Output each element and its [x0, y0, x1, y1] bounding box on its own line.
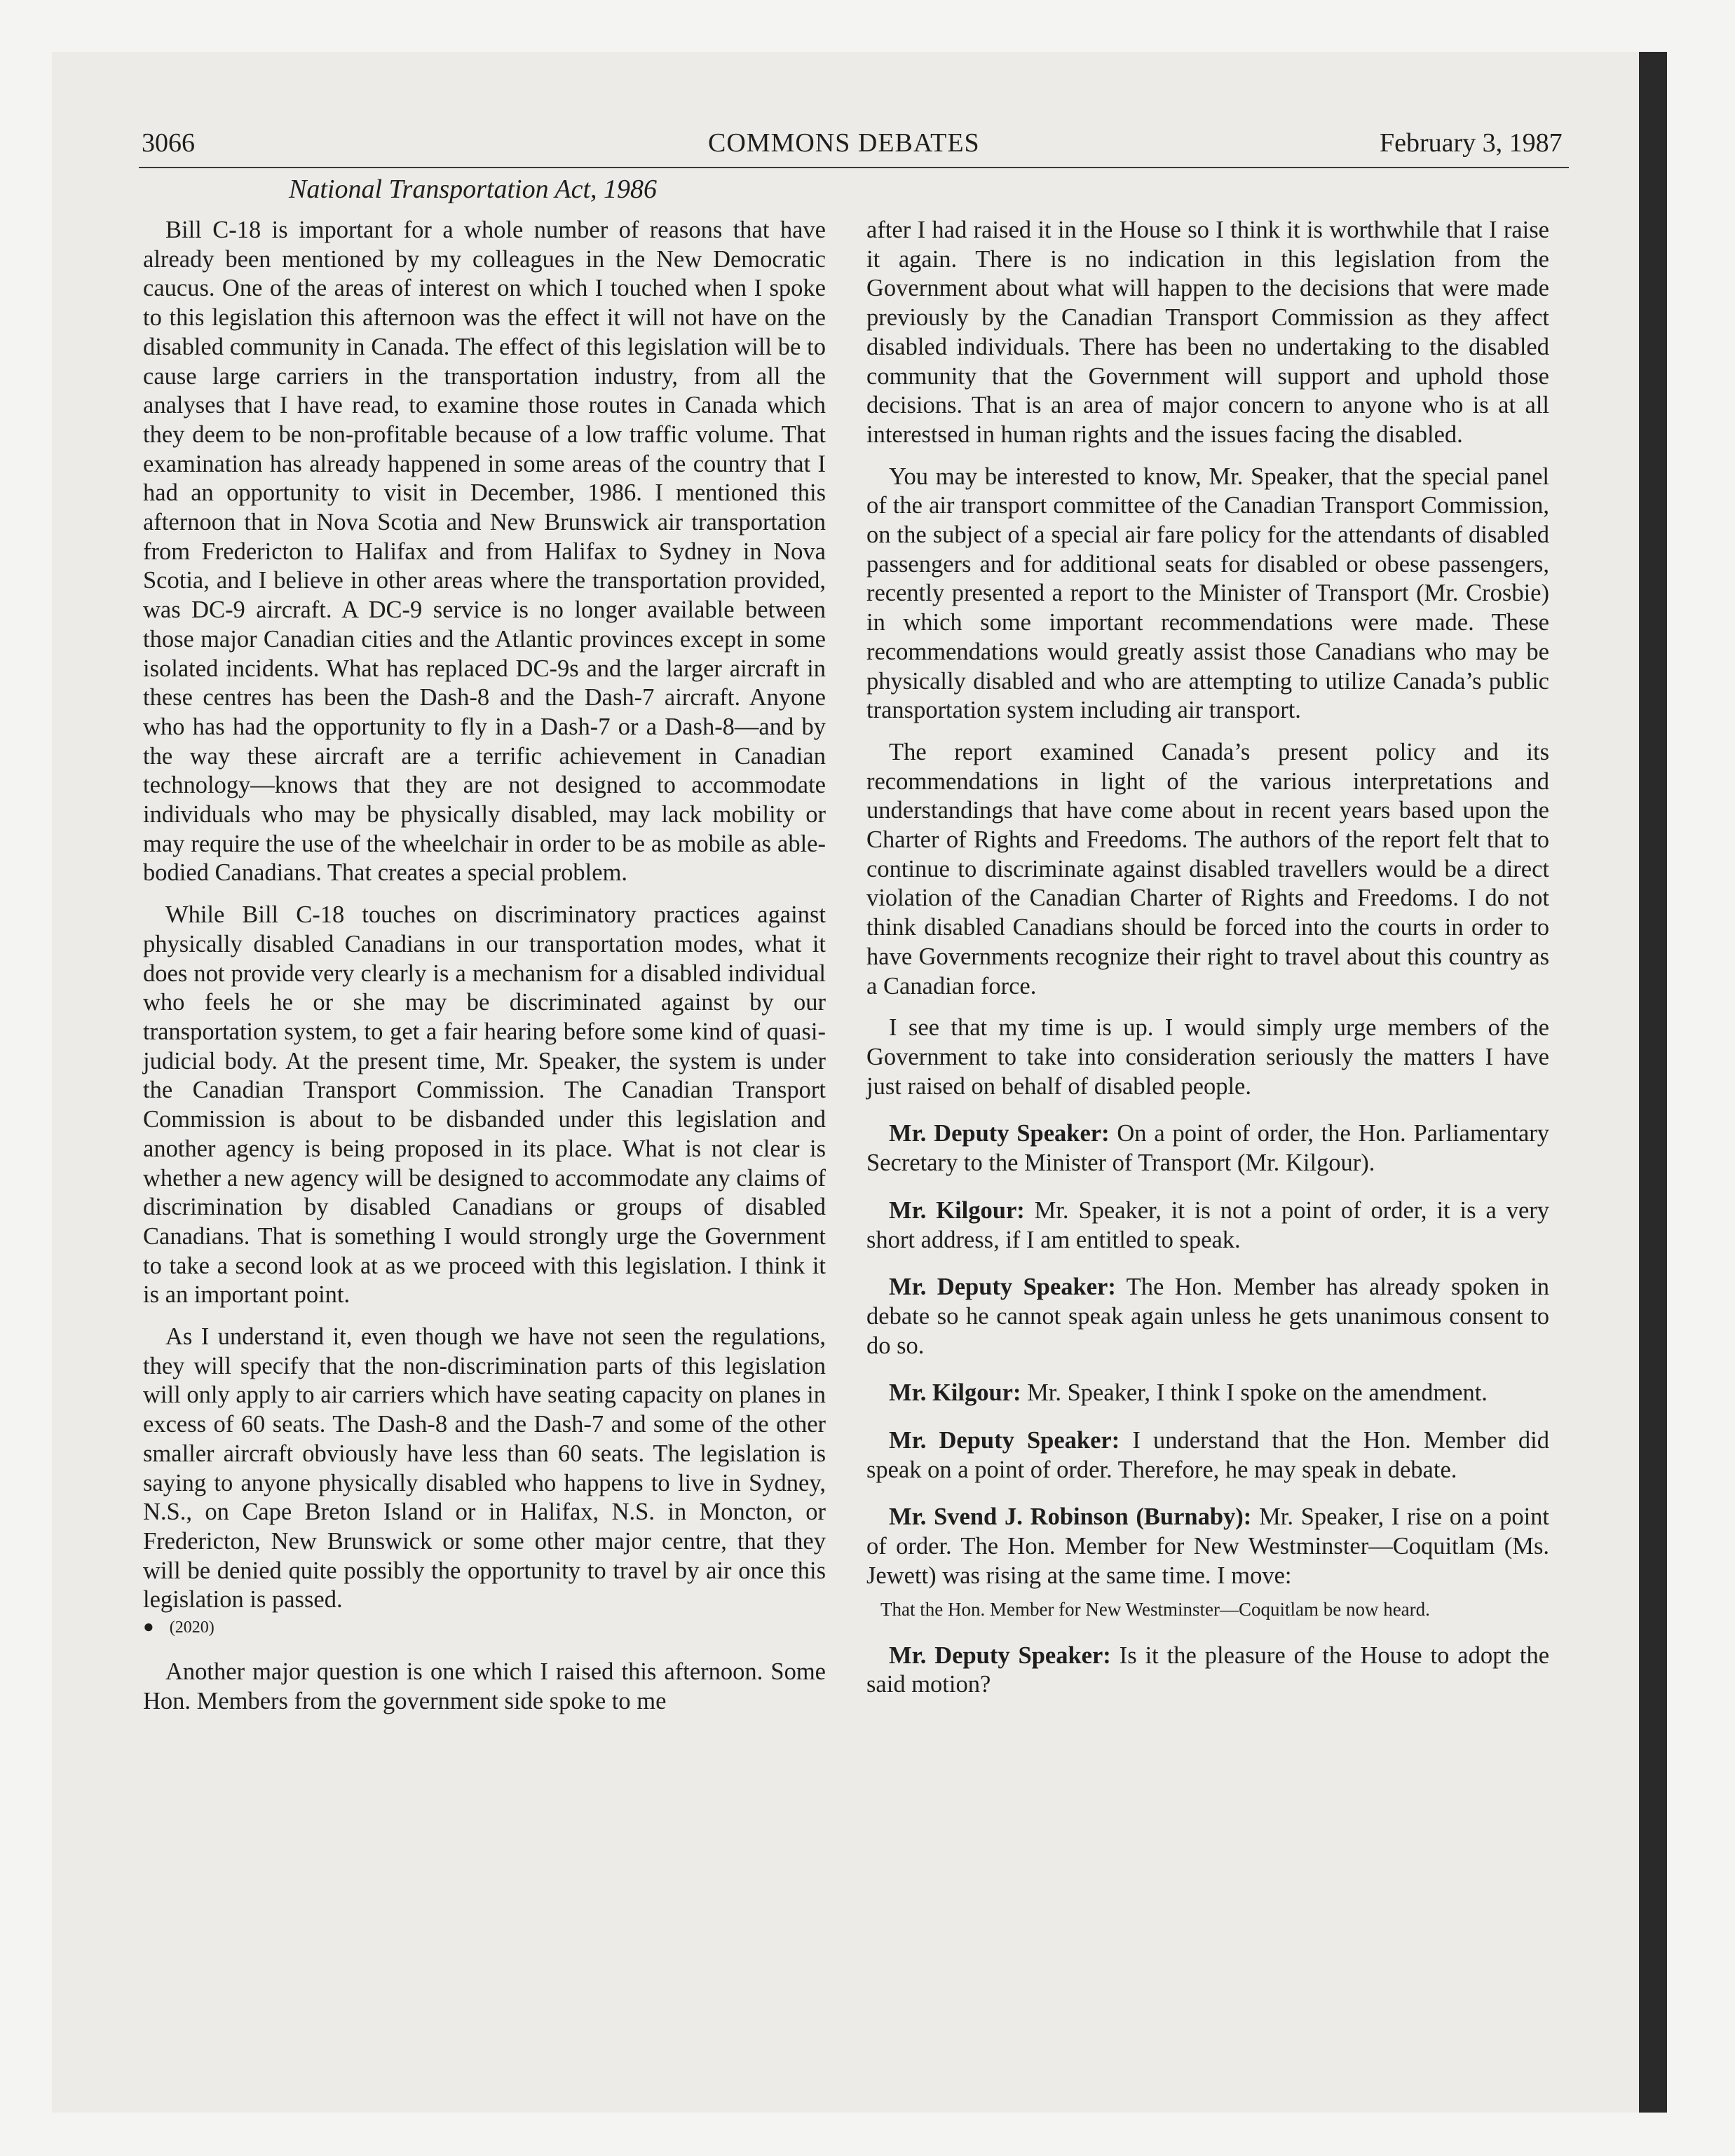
paragraph: While Bill C-18 touches on discriminatory practices against physically disabled Canadians in our transportation modes, what it does not provide very clearly is a mechanism for a disabled individual who feels he or she may be discriminated against by our transportation system, to get a fair hearing before some kind of quasi-judicial body. At the present time, Mr. Speaker, the system is under the Canadian Transport Commission. The Canadian Transport Commission is about to be disbanded under this legislation and another agency is being proposed in its place. What is not clear is whether a new agency will be designed to accommodate any claims of discrimination by disabled Canadians or groups of disabled Canadians. That is something I would strongly urge the Government to take a second look at as we proceed with this legislation. I think it is an important point. — [143, 901, 826, 1309]
speech-item — [866, 1119, 1549, 1178]
left-column — [143, 216, 826, 1716]
speaker-name: Mr. Svend J. Robinson (Burnaby): — [889, 1503, 1252, 1531]
section-title: National Transportation Act, 1986 — [289, 175, 658, 204]
speech-item — [866, 1642, 1549, 1700]
speech-item — [866, 1503, 1549, 1590]
time-marker-text: (2020) — [169, 1618, 215, 1637]
speech-text: Mr. Speaker, it is not a point of order, it is a very short address, if I am entitled to speak. — [866, 1196, 1549, 1253]
paragraph: Bill C-18 is important for a whole number of reasons that have already been mentioned by my colleagues in the New Democratic caucus. One of the areas of interest on which I touched when I spoke to this legislation this afternoon was the effect it will not have on the disabled community in Canada. The effect of this legislation will be to cause large carriers in the transportation industry, from all the analyses that I have read, to examine those routes in Canada which they deem to be non-profitable because of a low traffic volume. That examination has already happened in some areas of the country that I had an opportunity to visit in December, 1986. I mentioned this afternoon that in Nova Scotia and New Brunswick air transportation from Fredericton to Halifax and from Halifax to Sydney in Nova Scotia, and I believe in other areas where the transportation provided, was DC-9 aircraft. A DC-9 service is no longer available between those major Canadian cities and the Atlantic provinces except in some isolated incidents. What has replaced DC-9s and the larger aircraft in these centres has been the Dash-8 and the Dash-7 aircraft. Anyone who has had the opportunity to fly in a Dash-7 or a Dash-8—and by the way these aircraft are a terrific achievement in Canadian technology—knows that they are not designed to accommodate individuals who may be physically disabled, may lack mobility or may require the use of the wheelchair in order to be as mobile as able-bodied Canadians. That creates a special problem. — [143, 217, 826, 887]
header-rule — [139, 167, 1569, 168]
right-column — [866, 216, 1549, 1700]
speaker-name: Mr. Kilgour: — [889, 1196, 1025, 1224]
speech-text: Is it the pleasure of the House to adopt the said motion? — [866, 1642, 1550, 1698]
page-number: 3066 — [142, 128, 195, 158]
paragraph: I see that my time is up. I would simply urge members of the Government to take into consideration seriously the matters I have just raised on behalf of disabled people. — [866, 1014, 1549, 1100]
speech-text: On a point of order, the Hon. Parliamentary Secretary to the Minister of Transport (Mr. Kilgour). — [866, 1120, 1549, 1177]
page-edge-shadow — [1639, 52, 1667, 2113]
speaker-name: Mr. Deputy Speaker: — [889, 1274, 1116, 1301]
speech-item — [866, 1196, 1549, 1255]
paragraph: You may be interested to know, Mr. Speaker, that the special panel of the air transport committee of the Canadian Transport Commission, on the subject of a special air fare policy for the attendants of disabled passengers and for additional seats for disabled or obese passengers, recently presented a report to the Minister of Transport (Mr. Crosbie) in which some important recommendations were made. These recommendations would greatly assist those Canadians who may be physically disabled and who are attempting to utilize Canada’s public transportation system including air transport. — [866, 463, 1549, 724]
paragraph: after I had raised it in the House so I think it is worthwhile that I raise it again. There is no indication in this legislation from the Government about what will happen to the decisions that were made previously by the Canadian Transport Commission as they affect disabled individuals. There has been no undertaking to the disabled community that the Government will support and uphold those decisions. That is an area of major concern to anyone who is at all interestsed in human rights and the issues facing the disabled. — [866, 217, 1549, 448]
paragraph: The report examined Canada’s present policy and its recommendations in light of the various interpretations and understandings that have come about in recent years based upon the Charter of Rights and Freedoms. The authors of the report felt that to continue to discriminate against disabled travellers would be a direct violation of the Canadian Charter of Rights and Freedoms. I do not think disabled Canadians should be forced into the courts in order to have Governments recognize their right to travel about this country as a Canadian force. — [866, 738, 1549, 999]
speaker-name: Mr. Deputy Speaker: — [889, 1120, 1110, 1147]
speech-text: Mr. Speaker, I think I spoke on the amendment. — [1027, 1379, 1488, 1407]
motion-text: That the Hon. Member for New Westminster—Coquitlam be now heard. — [880, 1598, 1430, 1620]
speech-text: Mr. Speaker, I rise on a point of order. The Hon. Member for New Westminster—Coquitlam (Ms. Jewett) was rising at the same time. I move: — [866, 1503, 1549, 1589]
bullet-icon: ● — [143, 1616, 154, 1637]
publication-date: February 3, 1987 — [1380, 128, 1563, 158]
speech-text: I understand that the Hon. Member did speak on a point of order. Therefore, he may speak in debate. — [866, 1427, 1550, 1483]
speech-item — [866, 1273, 1549, 1360]
time-marker — [143, 1615, 826, 1639]
speech-text: The Hon. Member has already spoken in debate so he cannot speak again unless he gets unanimous consent to do so. — [866, 1274, 1549, 1359]
speaker-name: Mr. Kilgour: — [889, 1379, 1021, 1407]
speech-item — [866, 1379, 1549, 1408]
speech-item — [866, 1426, 1549, 1485]
speaker-name: Mr. Deputy Speaker: — [889, 1427, 1120, 1454]
paragraph: As I understand it, even though we have not seen the regulations, they will specify that the non-discrimination parts of this legislation will only apply to air carriers which have seating capacity on planes in excess of 60 seats. The Dash-8 and the Dash-7 and some of the other smaller aircraft obviously have less than 60 seats. The legislation is saying to anyone physically disabled who happens to live in Sydney, N.S., on Cape Breton Island or in Halifax, N.S. in Moncton, or Fredericton, New Brunswick or some other major centre, that they will be denied quite possibly the opportunity to travel by air once this legislation is passed. — [143, 1323, 826, 1613]
paragraph: Another major question is one which I raised this afternoon. Some Hon. Members from the government side spoke to me — [143, 1658, 826, 1714]
speaker-name: Mr. Deputy Speaker: — [889, 1642, 1111, 1669]
publication-title: COMMONS DEBATES — [708, 128, 980, 158]
